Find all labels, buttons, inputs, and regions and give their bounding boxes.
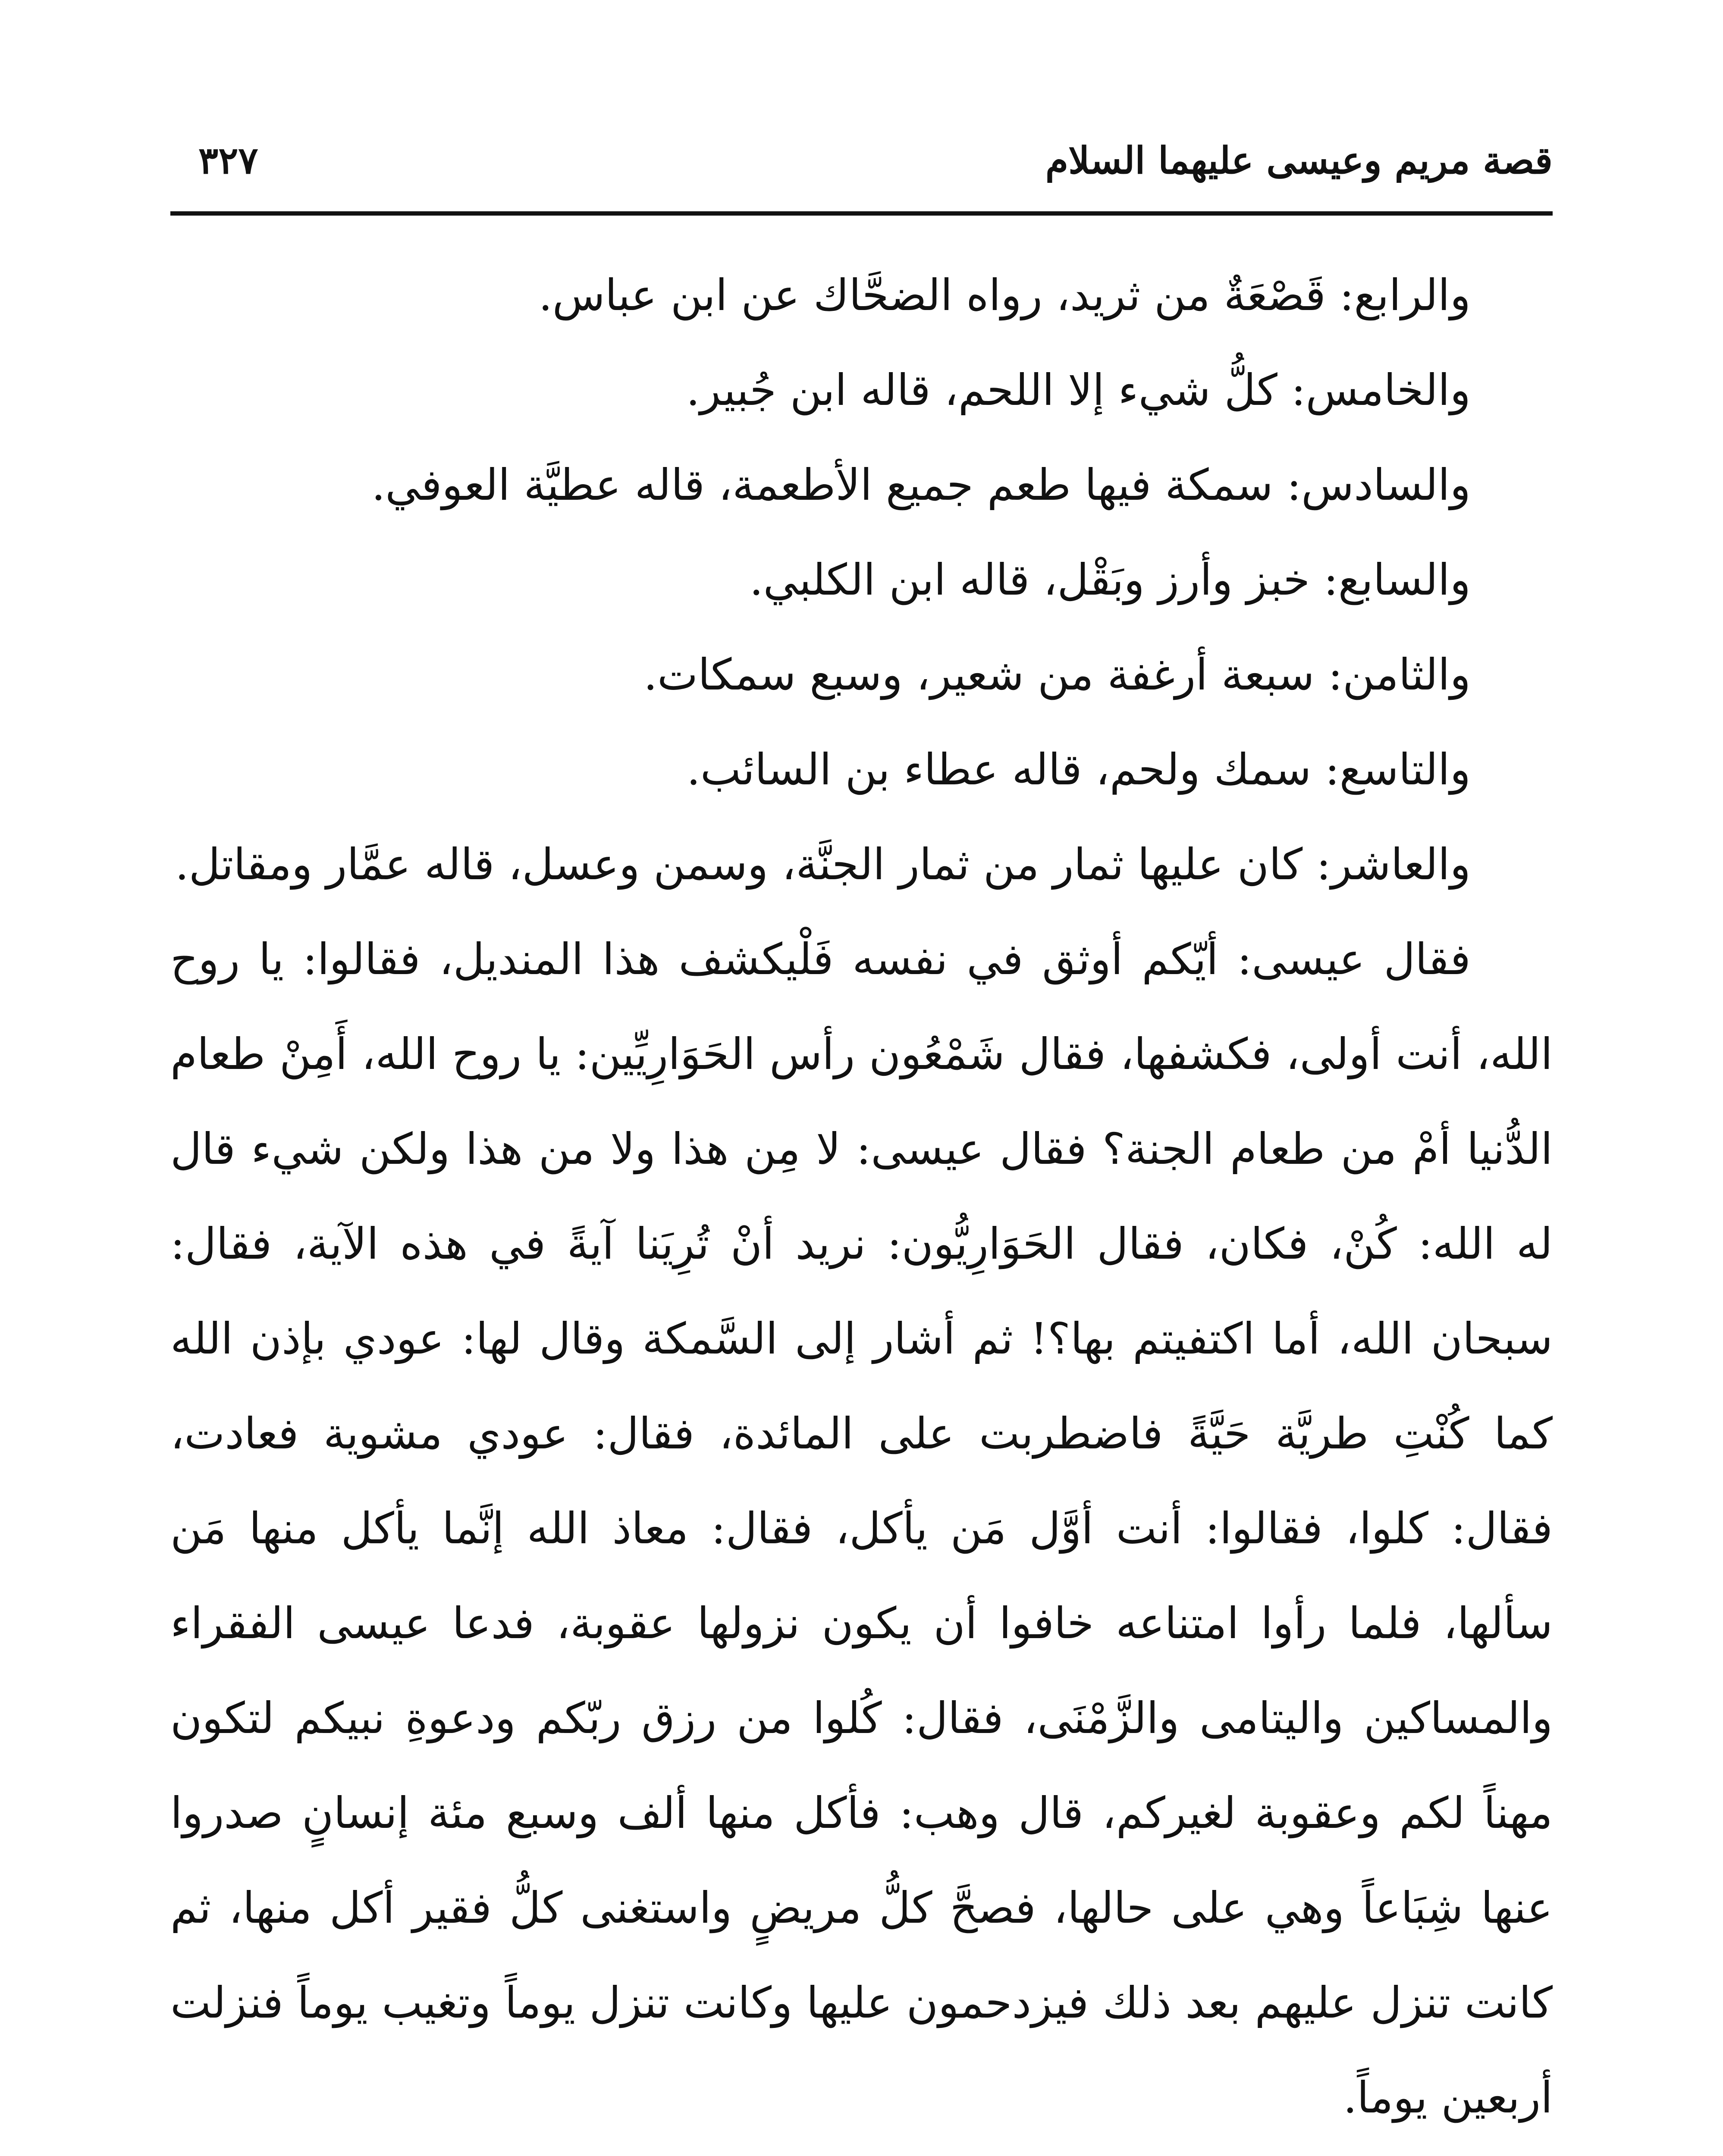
list-line: والسابع: خبز وأرز وبَقْل، قاله ابن الكلبي. xyxy=(749,555,1471,605)
page-body xyxy=(170,248,1553,2156)
list-line: والسادس: سمكة فيها طعم جميع الأطعمة، قاله عطيَّة العوفي. xyxy=(371,460,1471,510)
paragraph-main: فقال عيسى: أيّكم أوثق في نفسه فَلْيكشف هذا المنديل، فقالوا: يا روح الله، أنت أولى، فكشفها، فقال شَمْعُون رأس الحَوَارِيِّين: يا روح الله، أَمِنْ طعام الدُّنيا أمْ من طعام الجنة؟ فقال عيسى: لا مِن هذا ولا من هذا ولكن شيء قال له الله: كُنْ، فكان، فقال الحَوَارِيُّون: نريد أنْ تُرِيَنا آيةً في هذه الآية، فقال: سبحان الله، أما اكتفيتم بها؟! ثم أشار إلى السَّمكة وقال لها: عودي بإذن الله كما كُنْتِ طريَّة حَيَّةً فاضطربت على المائدة، فقال: عودي مشوية فعادت، فقال: كلوا، فقالوا: أنت أوَّل مَن يأكل، فقال: معاذ الله إنَّما يأكل منها مَن سألها، فلما رأوا امتناعه خافوا أن يكون نزولها عقوبة، فدعا عيسى الفقراء والمساكين واليتامى والزَّمْنَى، فقال: كُلوا من رزق ربّكم ودعوةِ نبيكم لتكون مهناً لكم وعقوبة لغيركم، قال وهب: فأكل منها ألف وسبع مئة إنسانٍ صدروا عنها شِبَاعاً وهي على حالها، فصحَّ كلُّ مريضٍ واستغنى كلُّ فقير أكل منها، ثم كانت تنزل عليهم بعد ذلك فيزدحمون عليها وكانت تنزل يوماً وتغيب يوماً فنزلت أربعين يوماً. xyxy=(170,934,1553,2123)
list-line: والعاشر: كان عليها ثمار من ثمار الجنَّة، وسمن وعسل، قاله عمَّار ومقاتل. xyxy=(175,839,1471,890)
list-line: والثامن: سبعة أرغفة من شعير، وسبع سمكات. xyxy=(643,649,1471,700)
header-divider xyxy=(170,211,1553,216)
list-line: والتاسع: سمك ولحم، قاله عطاء بن السائب. xyxy=(687,744,1471,795)
list-line: والرابع: قَصْعَةٌ من ثريد، رواه الضحَّاك عن ابن عباس. xyxy=(538,270,1471,320)
running-title: قصة مريم وعيسى عليهما السلام xyxy=(1045,139,1553,182)
page-number: ٣٢٧ xyxy=(198,139,258,182)
list-line: والخامس: كلُّ شيء إلا اللحم، قاله ابن جُبير. xyxy=(686,365,1471,415)
